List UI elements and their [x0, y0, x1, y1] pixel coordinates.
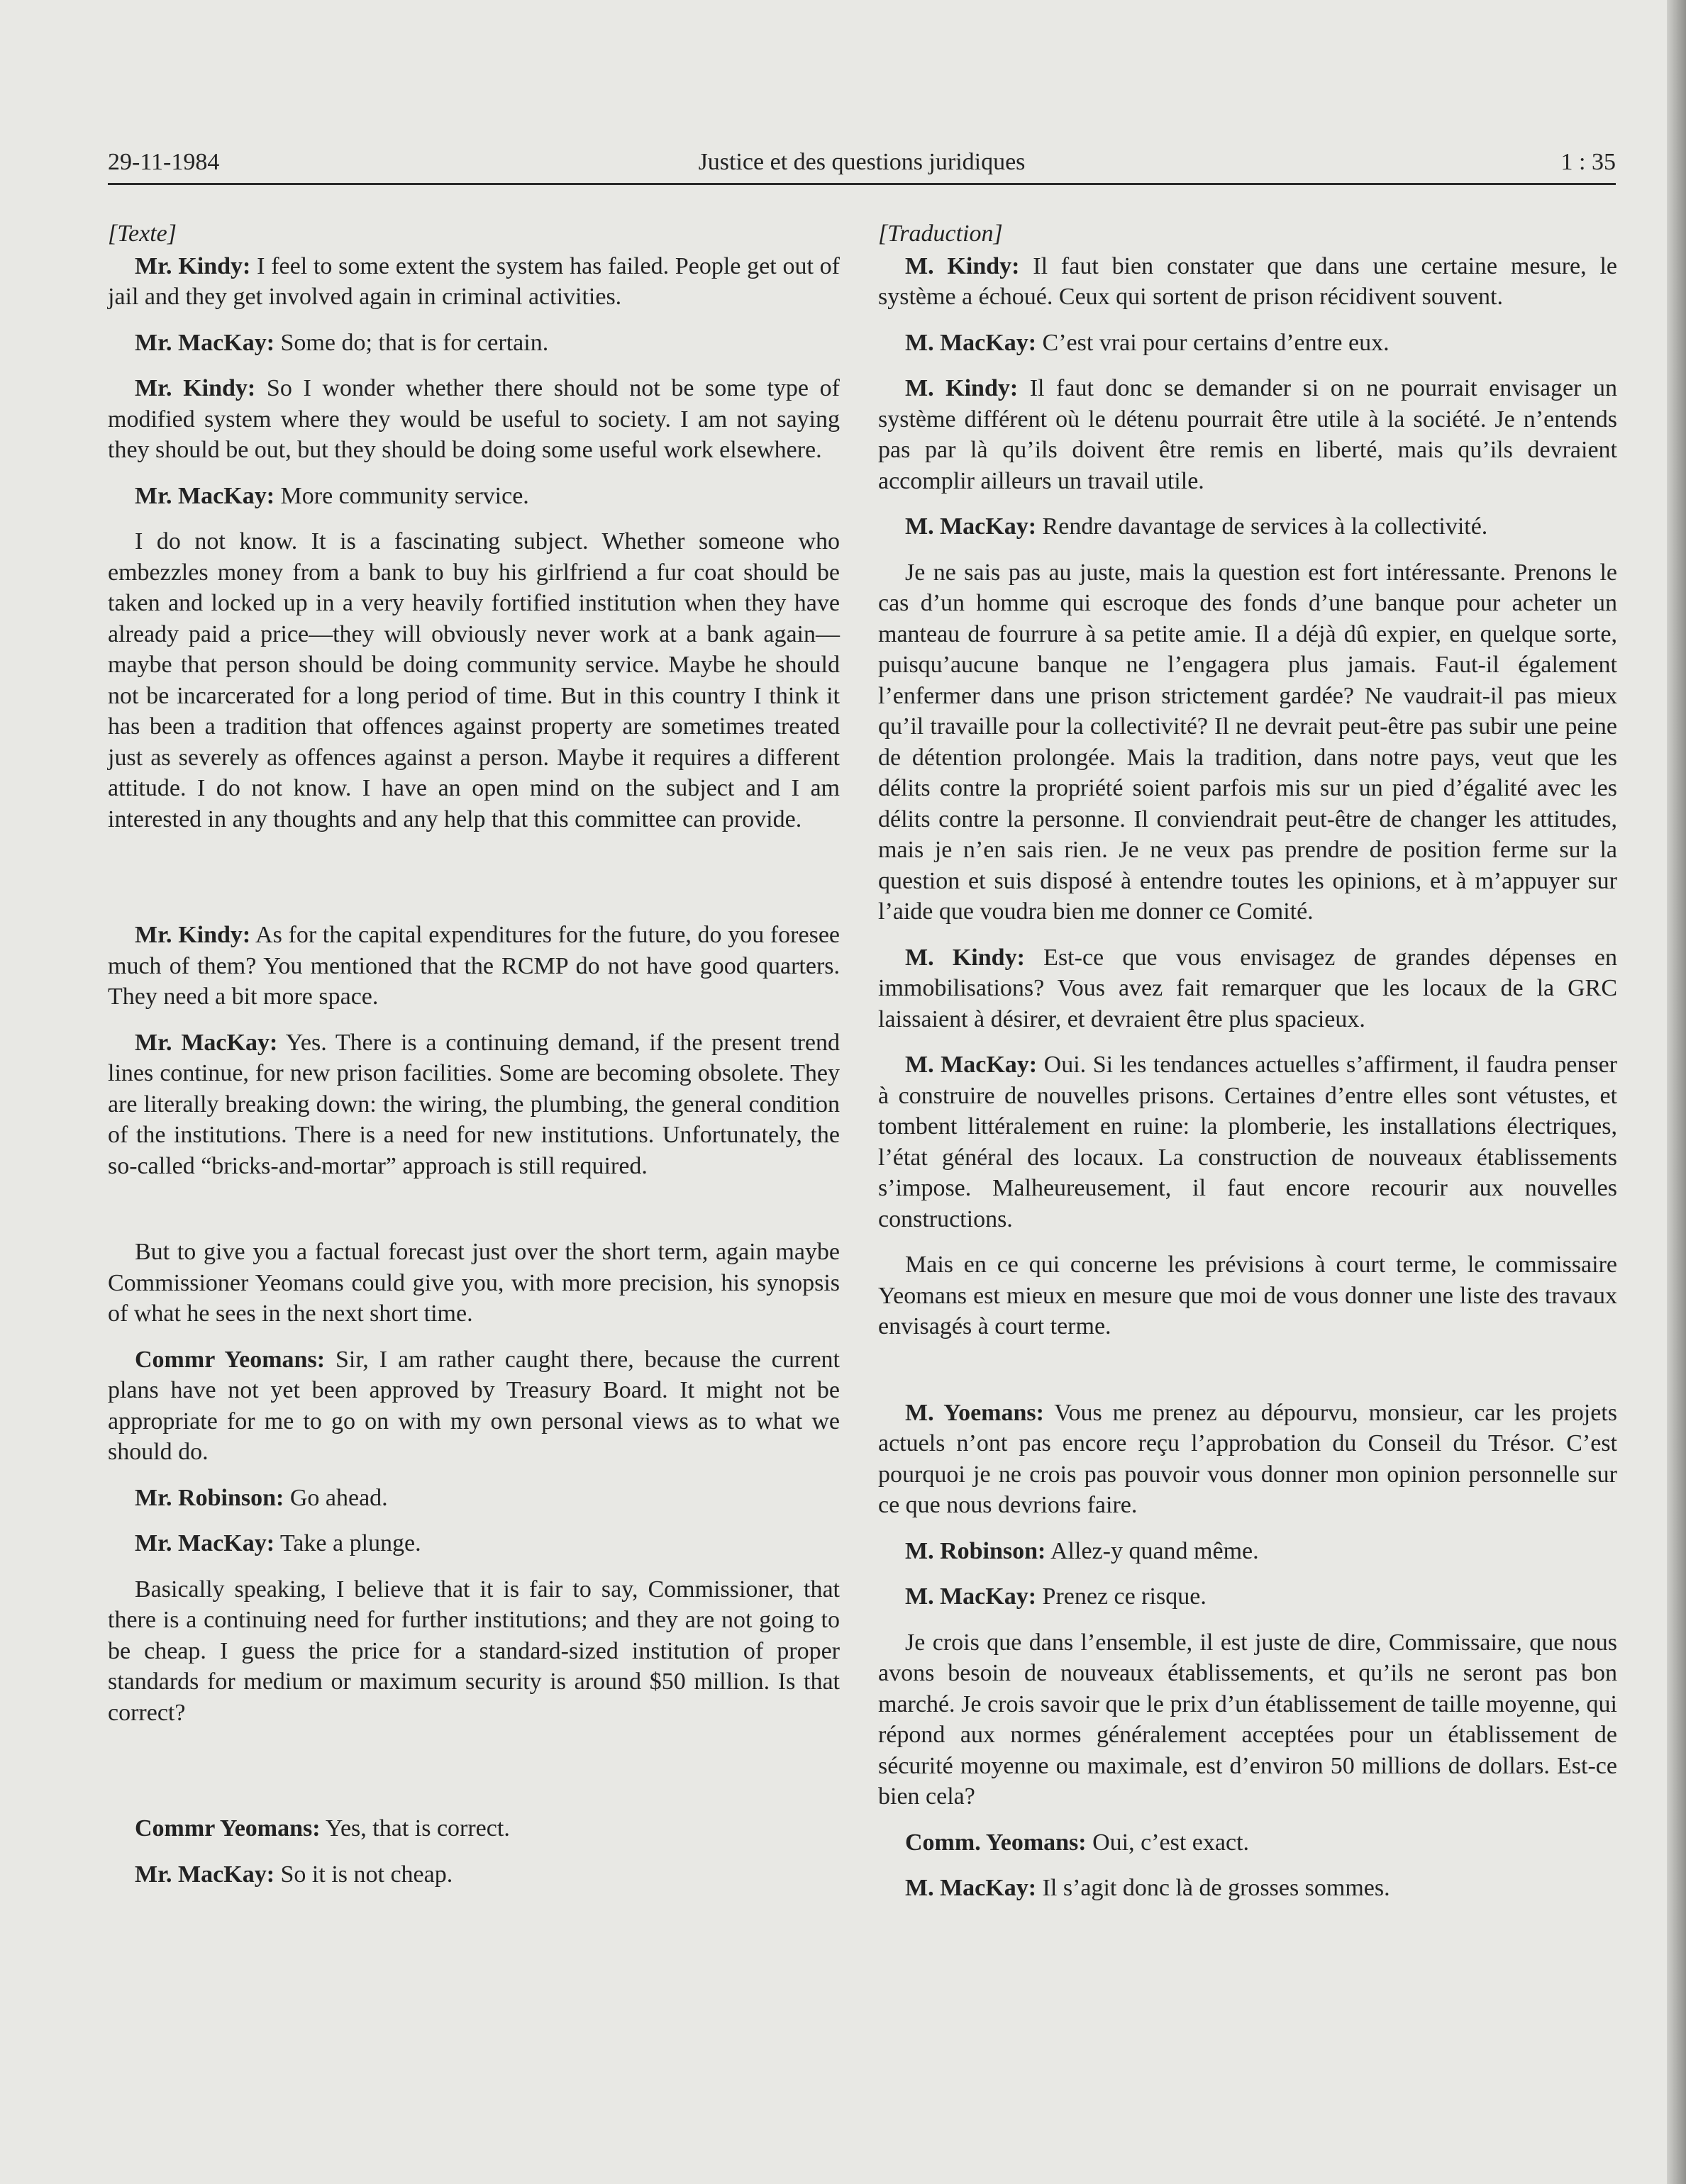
paragraph-text: Mais en ce qui concerne les prévisions à court terme, le commissaire Yeomans est mieux en mesure que moi de vous donner une liste des travaux envisagés à court terme.: [878, 1252, 1617, 1339]
speaker: Mr. Kindy:: [135, 922, 251, 948]
paragraph-text: C’est vrai pour certains d’entre eux.: [1036, 329, 1390, 356]
header-page-number: 1 : 35: [1560, 149, 1616, 175]
paragraph-text: Take a plunge.: [274, 1530, 421, 1556]
paragraph: [878, 942, 1617, 1035]
paragraph: [878, 1827, 1617, 1859]
paragraph-text: Il faut bien constater que dans une certaine mesure, le système a échoué. Ceux qui sortent de prison récidivent souvent.: [878, 252, 1618, 310]
speaker: Mr. Robinson:: [135, 1484, 284, 1511]
paragraph: [878, 557, 1617, 927]
paragraph: [878, 251, 1617, 313]
paragraph: [878, 1398, 1617, 1521]
speaker: M. Kindy:: [905, 375, 1019, 401]
paragraph-text: So it is not cheap.: [274, 1861, 453, 1888]
speaker: M. MacKay:: [905, 1875, 1037, 1901]
paragraph: [878, 511, 1617, 542]
speaker: M. Kindy:: [905, 252, 1020, 279]
paragraph-text: Basically speaking, I believe that it is fair to say, Commissioner, that there is a continuing need for further institutions; and they are not going to be cheap. I guess the price for a standard-sized institution of proper standards for medium or maximum security is around $50 million. Is that correct?: [108, 1576, 840, 1726]
paragraph: [108, 1344, 840, 1468]
header-date: 29-11-1984: [108, 149, 220, 175]
paragraph-text: Allez-y quand même.: [1046, 1537, 1259, 1564]
paragraph-text: Est-ce que vous envisagez de grandes dépenses en immobilisations? Vous avez fait remarquer que les locaux de la GRC laissaient à désirer, et devraient être plus spacieux.: [878, 944, 1618, 1032]
speaker: Mr. Kindy:: [135, 375, 256, 401]
paragraph-text: Il faut donc se demander si on ne pourrait envisager un système différent où le détenu pourrait être utile à la société. Je n’entends pas par là qu’ils doivent être remis en liberté, mais qu’ils devraient accomplir ailleurs un travail utile.: [878, 375, 1617, 494]
paragraph: [108, 373, 840, 466]
speaker: Mr. Kindy:: [135, 252, 251, 279]
paragraph: [878, 373, 1617, 496]
paragraph: [108, 1813, 840, 1844]
paragraph-text: Vous me prenez au dépourvu, monsieur, car les projets actuels n’ont pas encore reçu l’approbation du Conseil du Trésor. C’est pourquoi je ne crois pas pouvoir vous donner mon opinion personnelle sur ce que nous devrions faire.: [878, 1399, 1617, 1518]
paragraph: [878, 1536, 1617, 1567]
speaker: M. MacKay:: [905, 1052, 1038, 1078]
paragraph: [108, 1237, 840, 1330]
french-column: [878, 218, 1617, 1904]
paragraph-text: Yes. There is a continuing demand, if the present trend lines continue, for new prison facilities. Some are becoming obsolete. They are literally breaking down: the wiring, the plumbing, the general condition of the institutions. There is a need for new institutions. Unfortunately, the so-called “bricks-and-mortar” approach is still required.: [108, 1029, 840, 1179]
paragraph-text: Oui, c’est exact.: [1086, 1829, 1250, 1856]
paragraph: [108, 328, 840, 359]
paragraph-text: Prenez ce risque.: [1036, 1583, 1207, 1610]
paragraph: [108, 1027, 840, 1182]
speaker: Mr. MacKay:: [135, 1029, 278, 1056]
paragraph-text: Oui. Si les tendances actuelles s’affirment, il faudra penser à construire de nouvelles prisons. Certaines d’entre elles sont vétustes, et tombent littéralement en ruine: la plomberie, les installations électriques, l’état général des locaux. La construction de nouveaux établissements s’impose. Malheureusement, il faut encore recourir aux nouvelles constructions.: [878, 1052, 1617, 1232]
speaker: M. MacKay:: [905, 329, 1037, 356]
paragraph-text: Yes, that is correct.: [320, 1815, 510, 1842]
speaker: M. Yoemans:: [905, 1399, 1044, 1426]
paragraph: [878, 1249, 1617, 1342]
paragraph-text: Some do; that is for certain.: [274, 329, 549, 356]
speaker: M. Robinson:: [905, 1537, 1046, 1564]
paragraph-text: Sir, I am rather caught there, because the current plans have not yet been approved by Treasury Board. It might not be appropriate for me to go on with my own personal views as to what we should do.: [108, 1346, 840, 1465]
paragraph-text: Go ahead.: [284, 1484, 388, 1511]
paragraph: [108, 481, 840, 512]
paragraph-text: I feel to some extent the system has failed. People get out of jail and they get involved again in criminal activities.: [108, 252, 841, 310]
header-title: Justice et des questions juridiques: [698, 149, 1026, 175]
speaker: Comm. Yeomans:: [905, 1829, 1087, 1856]
paragraph-text: More community service.: [274, 482, 529, 509]
paragraph: [108, 526, 840, 835]
paragraph-text: Je ne sais pas au juste, mais la question est fort intéressante. Prenons le cas d’un homme qui escroque des fonds d’une banque pour acheter un manteau de fourrure à sa petite amie. Il a déjà dû expier, en quelque sorte, puisqu’aucune banque ne l’engagera plus jamais. Faut-il également l’enfermer dans une prison strictement gardée? Ne vaudrait-il pas mieux qu’il travaille pour la collectivité? Il ne devrait peut-être pas subir une peine de détention prolongée. Mais la tradition, dans notre pays, veut que les délits contre la propriété soient parfois mis sur un pied d’égalité avec les délits contre la personne. Il conviendrait peut-être de changer les attitudes, mais je n’en sais rien. Je ne veux pas prendre de position ferme sur la question et suis disposé à entendre toutes les opinions, et à m’appuyer sur l’aide que voudra bien me donner ce Comité.: [878, 559, 1617, 925]
paragraph-text: But to give you a factual forecast just over the short term, again maybe Commissioner Yeomans could give you, with more precision, his synopsis of what he sees in the next short time.: [108, 1239, 840, 1327]
paragraph-text: As for the capital expenditures for the future, do you foresee much of them? You mentioned that the RCMP do not have good quarters. They need a bit more space.: [108, 922, 841, 1010]
paragraph-text: Je crois que dans l’ensemble, il est juste de dire, Commissaire, que nous avons besoin de nouveaux établissements, et qu’ils ne seront pas bon marché. Je crois savoir que le prix d’un établissement de taille moyenne, qui répond aux normes généralement acceptées pour un établissement de sécurité moyenne ou maximale, est d’environ 50 millions de dollars. Est-ce bien cela?: [878, 1629, 1617, 1810]
paragraph: [878, 328, 1617, 359]
speaker: Mr. MacKay:: [135, 1861, 275, 1888]
paragraph: [108, 1528, 840, 1559]
paragraph: [878, 1627, 1617, 1812]
paragraph: [878, 1873, 1617, 1904]
paragraph-text: Il s’agit donc là de grosses sommes.: [1036, 1875, 1390, 1901]
speaker: Mr. MacKay:: [135, 1530, 275, 1556]
english-column: [108, 218, 840, 1890]
page-binding-edge: [1667, 0, 1686, 2184]
paragraph-text: Rendre davantage de services à la collectivité.: [1036, 513, 1488, 540]
paragraph-text: I do not know. It is a fascinating subject. Whether someone who embezzles money from a bank to buy his girlfriend a fur coat should be taken and locked up in a very heavily fortified institution when they have already paid a price—they will obviously never work at a bank again—maybe that person should be doing community service. Maybe he should not be incarcerated for a long period of time. But in this country I think it has been a tradition that offences against property are sometimes treated just as severely as offences against a person. Maybe it requires a different attitude. I do not know. I have an open mind on the subject and I am interested in any thoughts and any help that this committee can provide.: [108, 528, 840, 832]
running-header: [108, 146, 1616, 185]
speaker: Commr Yeomans:: [135, 1346, 326, 1373]
paragraph: [108, 1574, 840, 1729]
speaker: M. MacKay:: [905, 1583, 1037, 1610]
paragraph-text: So I wonder whether there should not be some type of modified system where they would be useful to society. I am not saying they should be out, but they should be doing some useful work elsewhere.: [108, 375, 841, 463]
paragraph: [878, 1049, 1617, 1235]
paragraph: [878, 1581, 1617, 1612]
column-tag: [Texte]: [108, 221, 177, 247]
column-tag: [Traduction]: [878, 221, 1003, 247]
speaker: Commr Yeomans:: [135, 1815, 321, 1842]
paragraph: [108, 1859, 840, 1890]
speaker: M. Kindy:: [905, 944, 1025, 971]
paragraph: [108, 920, 840, 1013]
speaker: M. MacKay:: [905, 513, 1037, 540]
paragraph: [108, 251, 840, 313]
speaker: Mr. MacKay:: [135, 329, 275, 356]
speaker: Mr. MacKay:: [135, 482, 275, 509]
paragraph: [108, 1483, 840, 1514]
